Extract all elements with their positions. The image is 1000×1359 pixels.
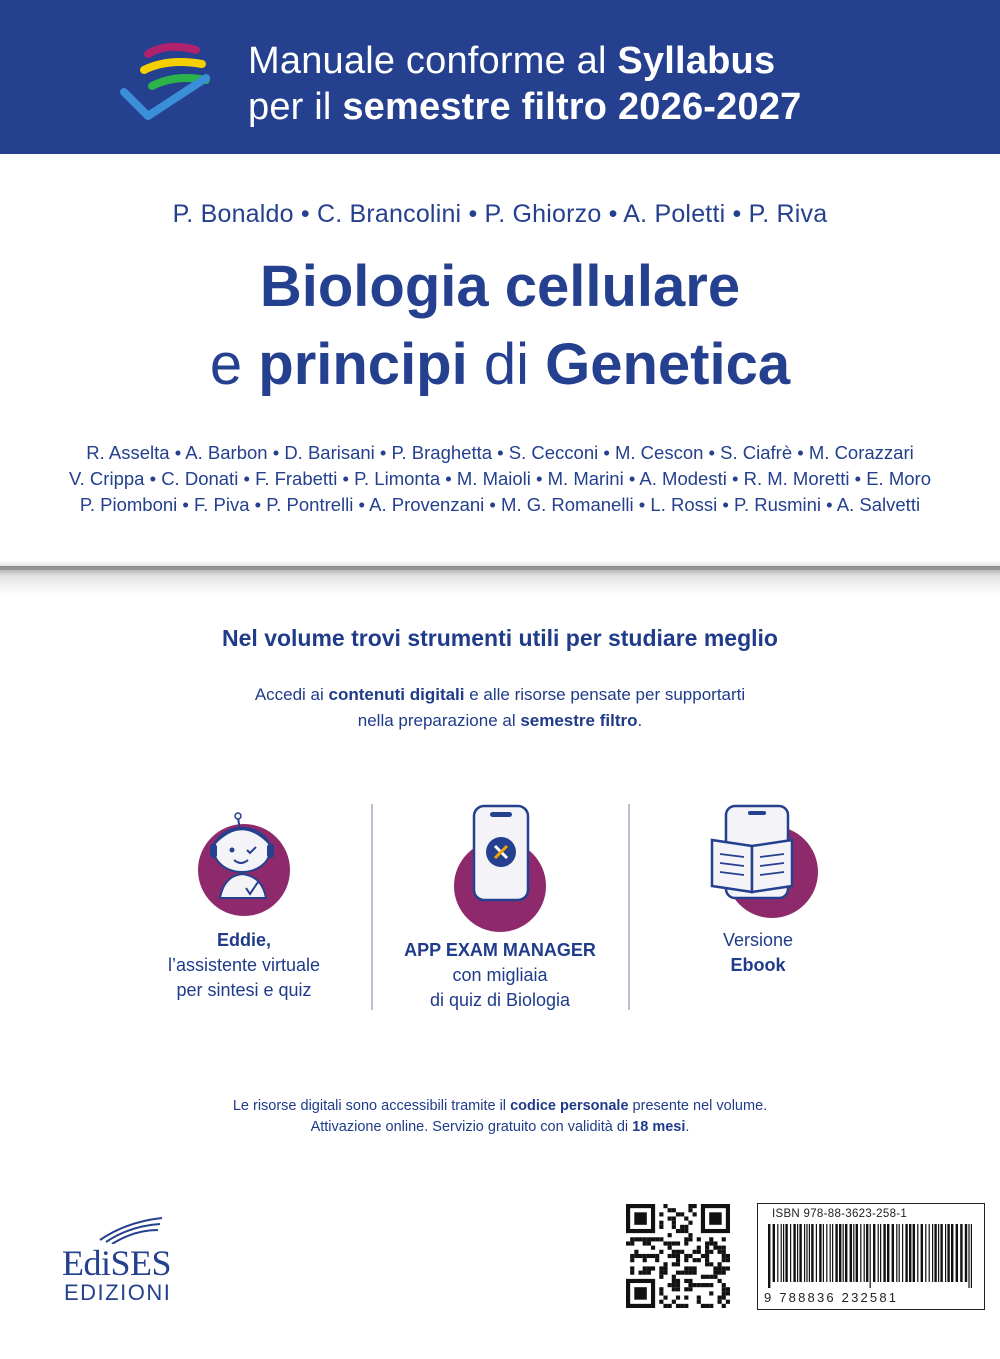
isbn-barcode	[757, 1203, 985, 1310]
publisher-subtitle: EDIZIONI	[64, 1280, 172, 1305]
publisher-swoosh-icon	[96, 1214, 166, 1244]
feature-eddie	[124, 800, 364, 1003]
feature-ebook	[638, 800, 878, 978]
isbn-label: ISBN 978-88-3623-258-1	[772, 1208, 908, 1220]
feature-exam-manager	[380, 800, 620, 1013]
robot-assistant-icon	[184, 800, 304, 922]
ean-number: 9 788836 232581	[764, 1290, 899, 1305]
smartphone-app-icon	[440, 800, 560, 932]
publisher-name: EdiSES	[62, 1243, 172, 1283]
contributors-line: R. Asselta • A. Barbon • D. Barisani • P. Braghetta • S. Cecconi • M. Cescon • S. Ciafrè • M. Corazzari	[86, 442, 914, 463]
digital-resources-note: Le risorse digitali sono accessibili tramite il codice personale presente nel volume. Attivazione online. Servizio gratuito con validità di 18 mesi.	[232, 1098, 768, 1135]
syllabus-banner	[0, 0, 1000, 154]
checkmark-rainbow-icon	[118, 40, 214, 124]
qr-code[interactable]	[626, 1204, 730, 1308]
book-title-line2: e principi di Genetica	[209, 332, 791, 397]
contributors-line: V. Crippa • C. Donati • F. Frabetti • P. Limonta • M. Maioli • M. Marini • A. Modesti • R. M. Moretti • E. Moro	[69, 468, 931, 489]
section-heading: Nel volume trovi strumenti utili per studiare meglio	[222, 625, 778, 651]
feature-divider	[628, 804, 630, 1010]
feature-divider	[371, 804, 373, 1010]
contributors-list	[20, 440, 980, 518]
section-intro: Accedi ai contenuti digitali e alle risorse pensate per supportarti nella preparazione al semestre filtro.	[254, 685, 746, 730]
feature-exam-manager-label: APP EXAM MANAGER con migliaia di quiz di Biologia	[404, 940, 596, 1010]
publisher-logo	[62, 1214, 202, 1314]
banner-headline: Manuale conforme al Syllabus per il semestre filtro 2026-2027	[248, 40, 802, 128]
book-title-line1: Biologia cellulare	[259, 254, 741, 319]
ebook-tablet-icon	[698, 800, 818, 922]
panel-shadow	[0, 566, 1000, 596]
contributors-line: P. Piomboni • F. Piva • P. Pontrelli • A. Provenzani • M. G. Romanelli • L. Rossi • P. Rusmini • A. Salvetti	[79, 494, 921, 515]
feature-eddie-label: Eddie, l’assistente virtuale per sintesi e quiz	[167, 930, 321, 1000]
barcode-icon	[766, 1224, 976, 1288]
feature-ebook-label: Versione Ebook	[722, 930, 794, 975]
main-authors: P. Bonaldo • C. Brancolini • P. Ghiorzo • A. Poletti • P. Riva	[172, 200, 828, 228]
